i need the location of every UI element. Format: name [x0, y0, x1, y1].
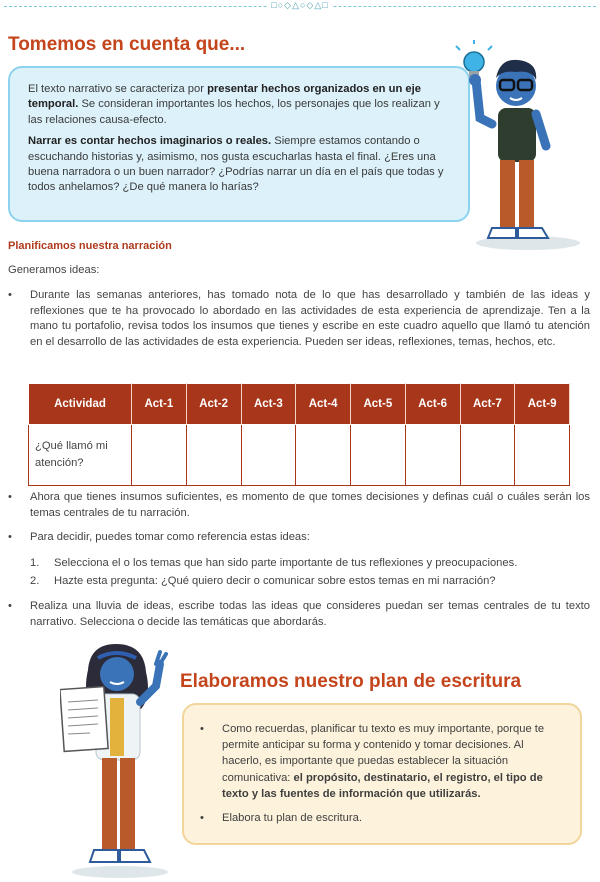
bullet-item-1: • Durante las semanas anteriores, has tomado nota de lo que has desarrollado y también de las ideas y reflexiones que te ha provocado lo abordado en las actividades de esta experiencia de aprendizaje. Ten a la mano tu portafolio, revisa todos los insumos que tienes y escribe en este cuadro aquello que llamó tu atención en el desarrollo de las actividades de esta experiencia. Pueden ser ideas, reflexiones, temas, hechos, etc. — [8, 289, 590, 348]
bullet-item-2: • Ahora que tienes insumos suficientes, es momento de que tomes decisiones y definas cuál o cuáles serán los temas centrales de tu narración. — [8, 491, 590, 519]
table-header-cell: Act-5 — [351, 384, 406, 425]
plan-item-2: • Elabora tu plan de escritura. — [200, 812, 362, 825]
top-ornament: □○◇△○◇△□ — [0, 0, 600, 11]
info-paragraph-1: El texto narrativo se caracteriza por presentar hechos organizados en un eje temporal. Se consideran importantes los hechos, los personajes que los realizan y las relaciones causa-efecto. — [28, 83, 440, 126]
paper-sheet-icon — [60, 687, 108, 752]
table-cell-empty[interactable] — [460, 425, 515, 486]
bullet-item-4: • Realiza una lluvia de ideas, escribe todas las ideas que consideres puedan ser temas centrales de tu texto narrativo. Selecciona o decide las temáticas que abordarás. — [8, 600, 590, 628]
plan-item-1: • Como recuerdas, planificar tu texto es muy importante, porque te permite anticipar su forma y contenido y tomar decisiones. Al hacerlo, es importante que puedas establecer la situación comunicativa: el propósito, destinatario, el registro, el tipo de texto y las fuentes de información que utilizarás. — [200, 723, 545, 800]
bullet-item-3: • Para decidir, puedes tomar como referencia estas ideas: — [8, 531, 310, 543]
table-header-cell: Act-4 — [296, 384, 351, 425]
section-title-elaboramos: Elaboramos nuestro plan de escritura — [180, 671, 522, 692]
numbered-item-1: 1. Selecciona el o los temas que han sido parte importante de tus reflexiones y preocupaciones. — [30, 557, 518, 569]
activity-table — [28, 383, 570, 486]
info-paragraph-2: Narrar es contar hechos imaginarios o reales. Siempre estamos contando o escuchando historias y, asimismo, nos gusta escucharlas hasta el final. ¿Eres una buena narradora o un buen narrador? ¿Podrías narrar un día en el país que todas y todos anhelamos? ¿De qué manera lo harías? — [28, 135, 444, 194]
table-header-row — [29, 384, 570, 425]
table-header-cell: Act-3 — [241, 384, 296, 425]
boy-with-lightbulb-illustration — [454, 40, 590, 252]
intro-generamos: Generamos ideas: — [8, 264, 100, 276]
table-cell-empty[interactable] — [405, 425, 460, 486]
table-header-cell: Act-2 — [186, 384, 241, 425]
section-title-tomemos: Tomemos en cuenta que... — [8, 34, 246, 55]
table-header-cell: Actividad — [29, 384, 132, 425]
info-box-plan — [182, 703, 582, 845]
table-header-cell: Act-9 — [515, 384, 570, 425]
table-header-cell: Act-1 — [132, 384, 187, 425]
lightbulb-icon — [456, 40, 492, 77]
table-cell-empty[interactable] — [186, 425, 241, 486]
table-cell-empty[interactable] — [515, 425, 570, 486]
table-cell-empty[interactable] — [132, 425, 187, 486]
table-cell-empty[interactable] — [241, 425, 296, 486]
table-cell-empty[interactable] — [296, 425, 351, 486]
numbered-item-2: 2. Hazte esta pregunta: ¿Qué quiero decir o comunicar sobre estos temas en mi narración? — [30, 575, 496, 587]
info-box-narrative — [8, 66, 470, 222]
table-cell-empty[interactable] — [351, 425, 406, 486]
table-header-cell: Act-6 — [405, 384, 460, 425]
table-row — [29, 425, 570, 486]
heading-planificamos: Planificamos nuestra narración — [8, 240, 172, 252]
girl-with-paper-illustration — [60, 640, 180, 880]
table-row-label: ¿Qué llamó mi atención? — [29, 425, 132, 486]
table-header-cell: Act-7 — [460, 384, 515, 425]
